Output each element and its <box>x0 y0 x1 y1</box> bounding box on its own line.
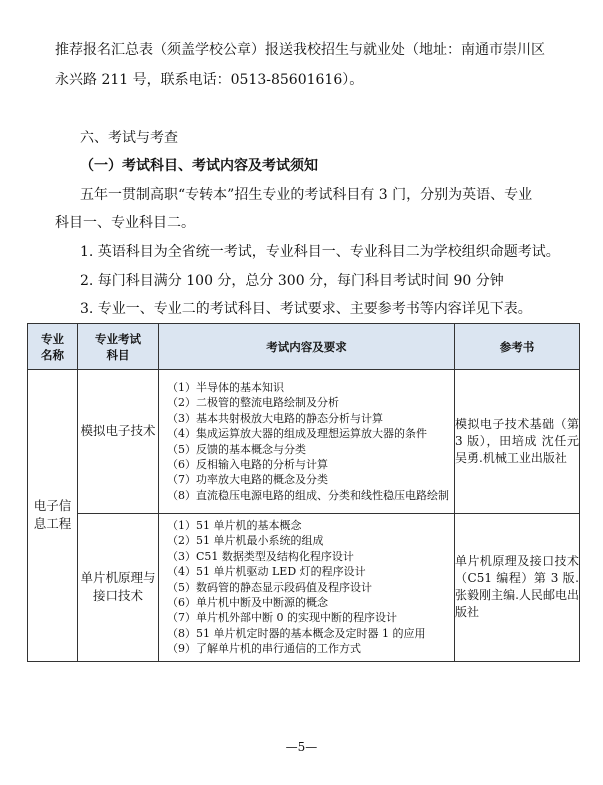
subject-name: 模拟电子技术 <box>80 423 156 438</box>
section-heading: 六、考试与考查 <box>80 130 178 146</box>
exam-subjects-table <box>27 323 580 662</box>
list-item: （2）二极管的整流电路绘制及分析 <box>167 396 339 410</box>
list-item: （2）51 单片机最小系统的组成 <box>167 534 324 548</box>
paragraph-2-line-2: 科目一、专业科目二。 <box>55 215 195 231</box>
page-number: —5— <box>285 740 318 754</box>
list-item: （8）直流稳压电源电路的组成、分类和线性稳压电路绘制 <box>167 488 449 502</box>
list-item: （7）功率放大电路的概念及分类 <box>167 473 328 487</box>
table-row <box>28 514 580 662</box>
reference-book: 单片机原理及接口技术（C51 编程）第 3 版.张毅刚主编.人民邮电出版社 <box>455 554 579 620</box>
list-item: （5）反馈的基本概念与分类 <box>167 442 306 456</box>
header-major: 专业名称 <box>28 324 78 370</box>
list-item: （8）51 单片机定时器的基本概念及定时器 1 的应用 <box>167 626 426 640</box>
major-name-cell <box>28 370 78 662</box>
list-item: （9）了解单片机的串行通信的工作方式 <box>167 642 361 656</box>
subject-cell <box>78 514 159 662</box>
content-list <box>159 514 454 661</box>
list-item: （1）半导体的基本知识 <box>167 380 284 394</box>
rule-item-2: 2. 每门科目满分 100 分，总分 300 分，每门科目考试时间 90 分钟 <box>80 273 504 289</box>
major-name: 电子信息工程 <box>33 498 72 532</box>
list-item: （5）数码管的静态显示段码值及程序设计 <box>167 580 372 594</box>
header-content: 考试内容及要求 <box>159 324 455 370</box>
subject-name: 单片机原理与接口技术 <box>80 570 156 604</box>
book-cell <box>455 370 580 514</box>
paragraph-2-line-1: 五年一贯制高职“专转本”招生专业的考试科目有 3 门，分别为英语、专业 <box>80 187 533 203</box>
reference-book: 模拟电子技术基础（第 3 版），田培成 沈任元 吴勇.机械工业出版社 <box>455 417 579 465</box>
content-cell <box>159 514 455 662</box>
sub-heading: （一）考试科目、考试内容及考试须知 <box>80 158 318 174</box>
list-item: （3）C51 数据类型及结构化程序设计 <box>167 549 354 563</box>
content-cell <box>159 370 455 514</box>
table-header-row <box>28 324 580 370</box>
rule-item-1: 1. 英语科目为全省统一考试，专业科目一、专业科目二为学校组织命题考试。 <box>80 244 560 260</box>
content-list <box>159 376 454 507</box>
list-item: （4）集成运算放大器的组成及理想运算放大器的条件 <box>167 427 427 441</box>
list-item: （6）单片机中断及中断源的概念 <box>167 596 328 610</box>
header-subject: 专业考试科目 <box>78 324 159 370</box>
table-row <box>28 370 580 514</box>
list-item: （7）单片机外部中断 0 的实现中断的程序设计 <box>167 611 397 625</box>
list-item: （3）基本共射极放大电路的静态分析与计算 <box>167 411 383 425</box>
list-item: （4）51 单片机驱动 LED 灯的程序设计 <box>167 565 366 579</box>
paragraph-1-line-2: 永兴路 211 号，联系电话：0513-85601616）。 <box>55 72 364 88</box>
list-item: （1）51 单片机的基本概念 <box>167 519 302 532</box>
paragraph-1-line-1: 推荐报名汇总表（须盖学校公章）报送我校招生与就业处（地址：南通市崇川区 <box>55 42 545 58</box>
list-item: （6）反相输入电路的分析与计算 <box>167 457 328 471</box>
header-book: 参考书 <box>455 324 580 370</box>
rule-item-3: 3. 专业一、专业二的考试科目、考试要求、主要参考书等内容详见下表。 <box>80 301 532 317</box>
book-cell <box>455 514 580 662</box>
subject-cell <box>78 370 159 514</box>
